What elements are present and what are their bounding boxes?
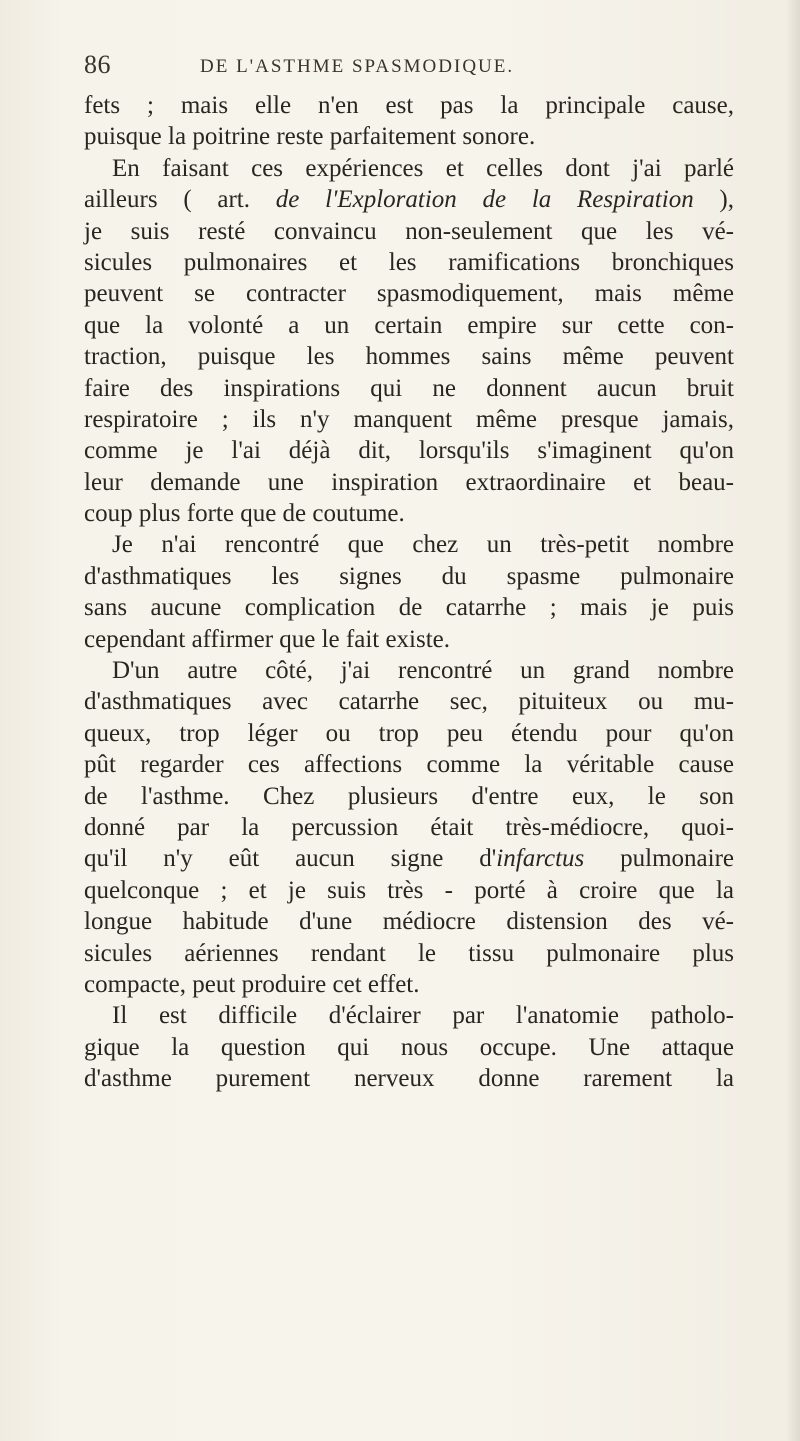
text-line: sicules pulmonaires et les ramifications bronchiques [84, 248, 734, 276]
italic-term: infarctus [496, 845, 585, 873]
page-header [84, 50, 724, 84]
text-line: leur demande une inspiration extraordinaire et beau- [84, 468, 734, 496]
running-head: DE L'ASTHME SPASMODIQUE. [200, 56, 515, 77]
text-line: d'asthmatiques les signes du spasme pulmonaire [84, 562, 734, 590]
text-line: Je n'ai rencontré que chez un très-petit nombre [112, 531, 734, 559]
text-line: comme je l'ai déjà dit, lorsqu'ils s'imaginent qu'on [84, 437, 734, 465]
text-line: sicules aériennes rendant le tissu pulmonaire plus [84, 939, 734, 967]
text-line: peuvent se contracter spasmodiquement, mais même [84, 280, 734, 308]
text-line: sans aucune complication de catarrhe ; mais je puis [84, 594, 734, 622]
text-line: quelconque ; et je suis très - porté à croire que la [84, 876, 734, 904]
text-line: coup plus forte que de coutume. [84, 500, 405, 528]
text-line: En faisant ces expériences et celles dont j'ai parlé [112, 154, 734, 182]
text-line: traction, puisque les hommes sains même peuvent [84, 343, 734, 371]
text-line: gique la question qui nous occupe. Une attaque [84, 1033, 734, 1061]
text-line: compacte, peut produire cet effet. [84, 970, 420, 998]
text-line [84, 184, 734, 215]
text-line: respiratoire ; ils n'y manquent même presque jamais, [84, 405, 734, 433]
page-number: 86 [84, 50, 111, 79]
italic-title: de l'Exploration de la Respiration [275, 186, 694, 214]
text-line: queux, trop léger ou trop peu étendu pour qu'on [84, 719, 734, 747]
text-line: Il est difficile d'éclairer par l'anatomie patholo- [112, 1002, 734, 1030]
text-line: que la volonté a un certain empire sur cette con- [84, 311, 734, 339]
text-run: ailleurs ( art. [84, 186, 276, 214]
text-line [84, 843, 734, 874]
text-run: ), [693, 186, 735, 214]
page-edge-shadow [786, 0, 800, 1441]
text-run: pulmonaire [584, 845, 734, 873]
text-line: d'asthme purement nerveux donne rarement la [84, 1065, 734, 1093]
text-run: qu'il n'y eût aucun signe d' [84, 845, 497, 873]
text-line: D'un autre côté, j'ai rencontré un grand nombre [112, 657, 734, 685]
body-text [84, 90, 734, 1095]
text-line: fets ; mais elle n'en est pas la principale cause, [84, 92, 734, 119]
text-line: je suis resté convaincu non-seulement que les vé- [84, 217, 734, 245]
text-line: faire des inspirations qui ne donnent aucun bruit [84, 374, 734, 402]
text-line: longue habitude d'une médiocre distension des vé- [84, 908, 734, 936]
text-line: de l'asthme. Chez plusieurs d'entre eux, le son [84, 782, 734, 810]
text-line: donné par la percussion était très-médiocre, quoi- [84, 813, 734, 841]
text-line: pût regarder ces affections comme la véritable cause [84, 751, 734, 779]
text-line: cependant affirmer que le fait existe. [84, 625, 451, 653]
text-line: d'asthmatiques avec catarrhe sec, pituiteux ou mu- [84, 688, 734, 716]
text-line: puisque la poitrine reste parfaitement sonore. [84, 123, 536, 151]
